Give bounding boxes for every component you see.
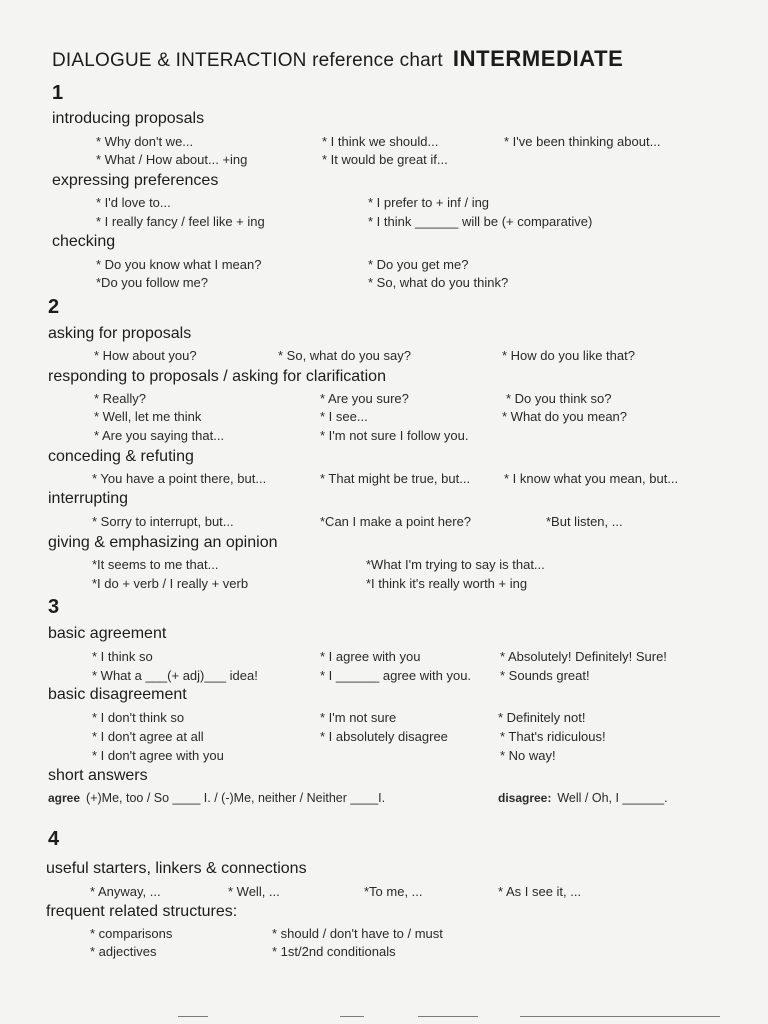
- phrase-item: * I'm not sure: [320, 710, 397, 725]
- section-number: 3: [48, 596, 60, 618]
- phrase-item: * I think so: [92, 649, 153, 664]
- phrase-item: * Definitely not!: [498, 710, 586, 725]
- phrase-item: * What / How about... +ing: [96, 152, 248, 167]
- group-heading: interrupting: [48, 490, 129, 507]
- phrase-item: * I've been thinking about...: [504, 134, 661, 149]
- phrase-item: * Sorry to interrupt, but...: [92, 514, 234, 529]
- scan-mark: [418, 1016, 478, 1017]
- scan-mark: [340, 1016, 364, 1017]
- group-heading: introducing proposals: [52, 110, 205, 127]
- phrase-item: *I think it's really worth + ing: [366, 576, 528, 591]
- phrase-item: * You have a point there, but...: [92, 471, 267, 486]
- group-heading: responding to proposals / asking for clarification: [48, 368, 386, 385]
- phrase-item: * comparisons: [90, 926, 173, 941]
- scan-mark: [520, 1016, 720, 1017]
- phrase-item: * I ______ agree with you.: [320, 668, 472, 683]
- phrase-item: * So, what do you think?: [368, 275, 509, 290]
- phrase-item: *It seems to me that...: [92, 557, 219, 572]
- phrase-item: * I don't agree at all: [92, 729, 204, 744]
- phrase-item: * As I see it, ...: [498, 884, 582, 899]
- phrase-item: * That might be true, but...: [320, 471, 471, 486]
- phrase-item: * How do you like that?: [502, 348, 635, 363]
- phrase-item: * So, what do you say?: [278, 348, 411, 363]
- phrase-item: * Really?: [94, 391, 147, 406]
- group-heading: conceding & refuting: [48, 448, 194, 465]
- phrase-item: * Anyway, ...: [90, 884, 161, 899]
- phrase-item: * Why don't we...: [96, 134, 194, 149]
- phrase-item: * I see...: [320, 409, 368, 424]
- phrase-item: *What I'm trying to say is that...: [366, 557, 545, 572]
- section-number: 1: [52, 82, 64, 104]
- phrase-item: * It would be great if...: [322, 152, 448, 167]
- group-heading: checking: [52, 233, 116, 250]
- agree-label: agree: [48, 791, 81, 805]
- phrase-item: * Do you know what I mean?: [96, 257, 262, 272]
- disagree-text: Well / Oh, I ______.: [557, 791, 668, 805]
- group-heading: short answers: [48, 767, 148, 784]
- short-answers-agree: [48, 791, 385, 805]
- phrase-item: *Do you follow me?: [96, 275, 208, 290]
- phrase-item: * I really fancy / feel like + ing: [96, 214, 265, 229]
- phrase-item: * I'm not sure I follow you.: [320, 428, 469, 443]
- phrase-item: * I don't think so: [92, 710, 185, 725]
- phrase-item: * Are you sure?: [320, 391, 409, 406]
- phrase-item: * I know what you mean, but...: [504, 471, 679, 486]
- phrase-item: * No way!: [500, 748, 556, 763]
- section-number: 2: [48, 296, 60, 318]
- group-heading: frequent related structures:: [46, 903, 238, 920]
- group-heading: basic agreement: [48, 625, 167, 642]
- phrase-item: * should / don't have to / must: [272, 926, 443, 941]
- agree-text: (+)Me, too / So ____ I. / (-)Me, neither / Neither ____I.: [86, 791, 386, 805]
- group-heading: useful starters, linkers & connections: [46, 860, 307, 877]
- phrase-item: * How about you?: [94, 348, 197, 363]
- phrase-item: * I think ______ will be (+ comparative): [368, 214, 593, 229]
- phrase-item: * I absolutely disagree: [320, 729, 448, 744]
- title-level: INTERMEDIATE: [452, 46, 624, 71]
- group-heading: expressing preferences: [52, 172, 219, 189]
- phrase-item: * I agree with you: [320, 649, 421, 664]
- phrase-item: * I'd love to...: [96, 195, 171, 210]
- phrase-item: * Are you saying that...: [94, 428, 225, 443]
- phrase-item: *Can I make a point here?: [320, 514, 472, 529]
- disagree-label: disagree:: [498, 791, 552, 805]
- phrase-item: * I don't agree with you: [92, 748, 224, 763]
- page-title: [52, 46, 623, 72]
- phrase-item: * adjectives: [90, 944, 157, 959]
- phrase-item: * Do you get me?: [368, 257, 469, 272]
- phrase-item: * Well, let me think: [94, 409, 202, 424]
- phrase-item: *To me, ...: [364, 884, 423, 899]
- phrase-item: * I prefer to + inf / ing: [368, 195, 490, 210]
- short-answers-disagree: [498, 791, 668, 805]
- group-heading: asking for proposals: [48, 325, 192, 342]
- phrase-item: * I think we should...: [322, 134, 439, 149]
- title-main: DIALOGUE & INTERACTION reference chart: [52, 50, 443, 71]
- scan-mark: [178, 1016, 208, 1017]
- phrase-item: *I do + verb / I really + verb: [92, 576, 249, 591]
- group-heading: giving & emphasizing an opinion: [48, 534, 278, 551]
- phrase-item: *But listen, ...: [546, 514, 623, 529]
- section-number: 4: [48, 828, 60, 850]
- phrase-item: * What do you mean?: [502, 409, 628, 424]
- phrase-item: * Sounds great!: [500, 668, 590, 683]
- phrase-item: * 1st/2nd conditionals: [272, 944, 396, 959]
- phrase-item: * Absolutely! Definitely! Sure!: [500, 649, 667, 664]
- phrase-item: * Well, ...: [228, 884, 280, 899]
- phrase-item: * Do you think so?: [506, 391, 612, 406]
- group-heading: basic disagreement: [48, 686, 187, 703]
- phrase-item: * That's ridiculous!: [500, 729, 606, 744]
- phrase-item: * What a ___(+ adj)___ idea!: [92, 668, 258, 683]
